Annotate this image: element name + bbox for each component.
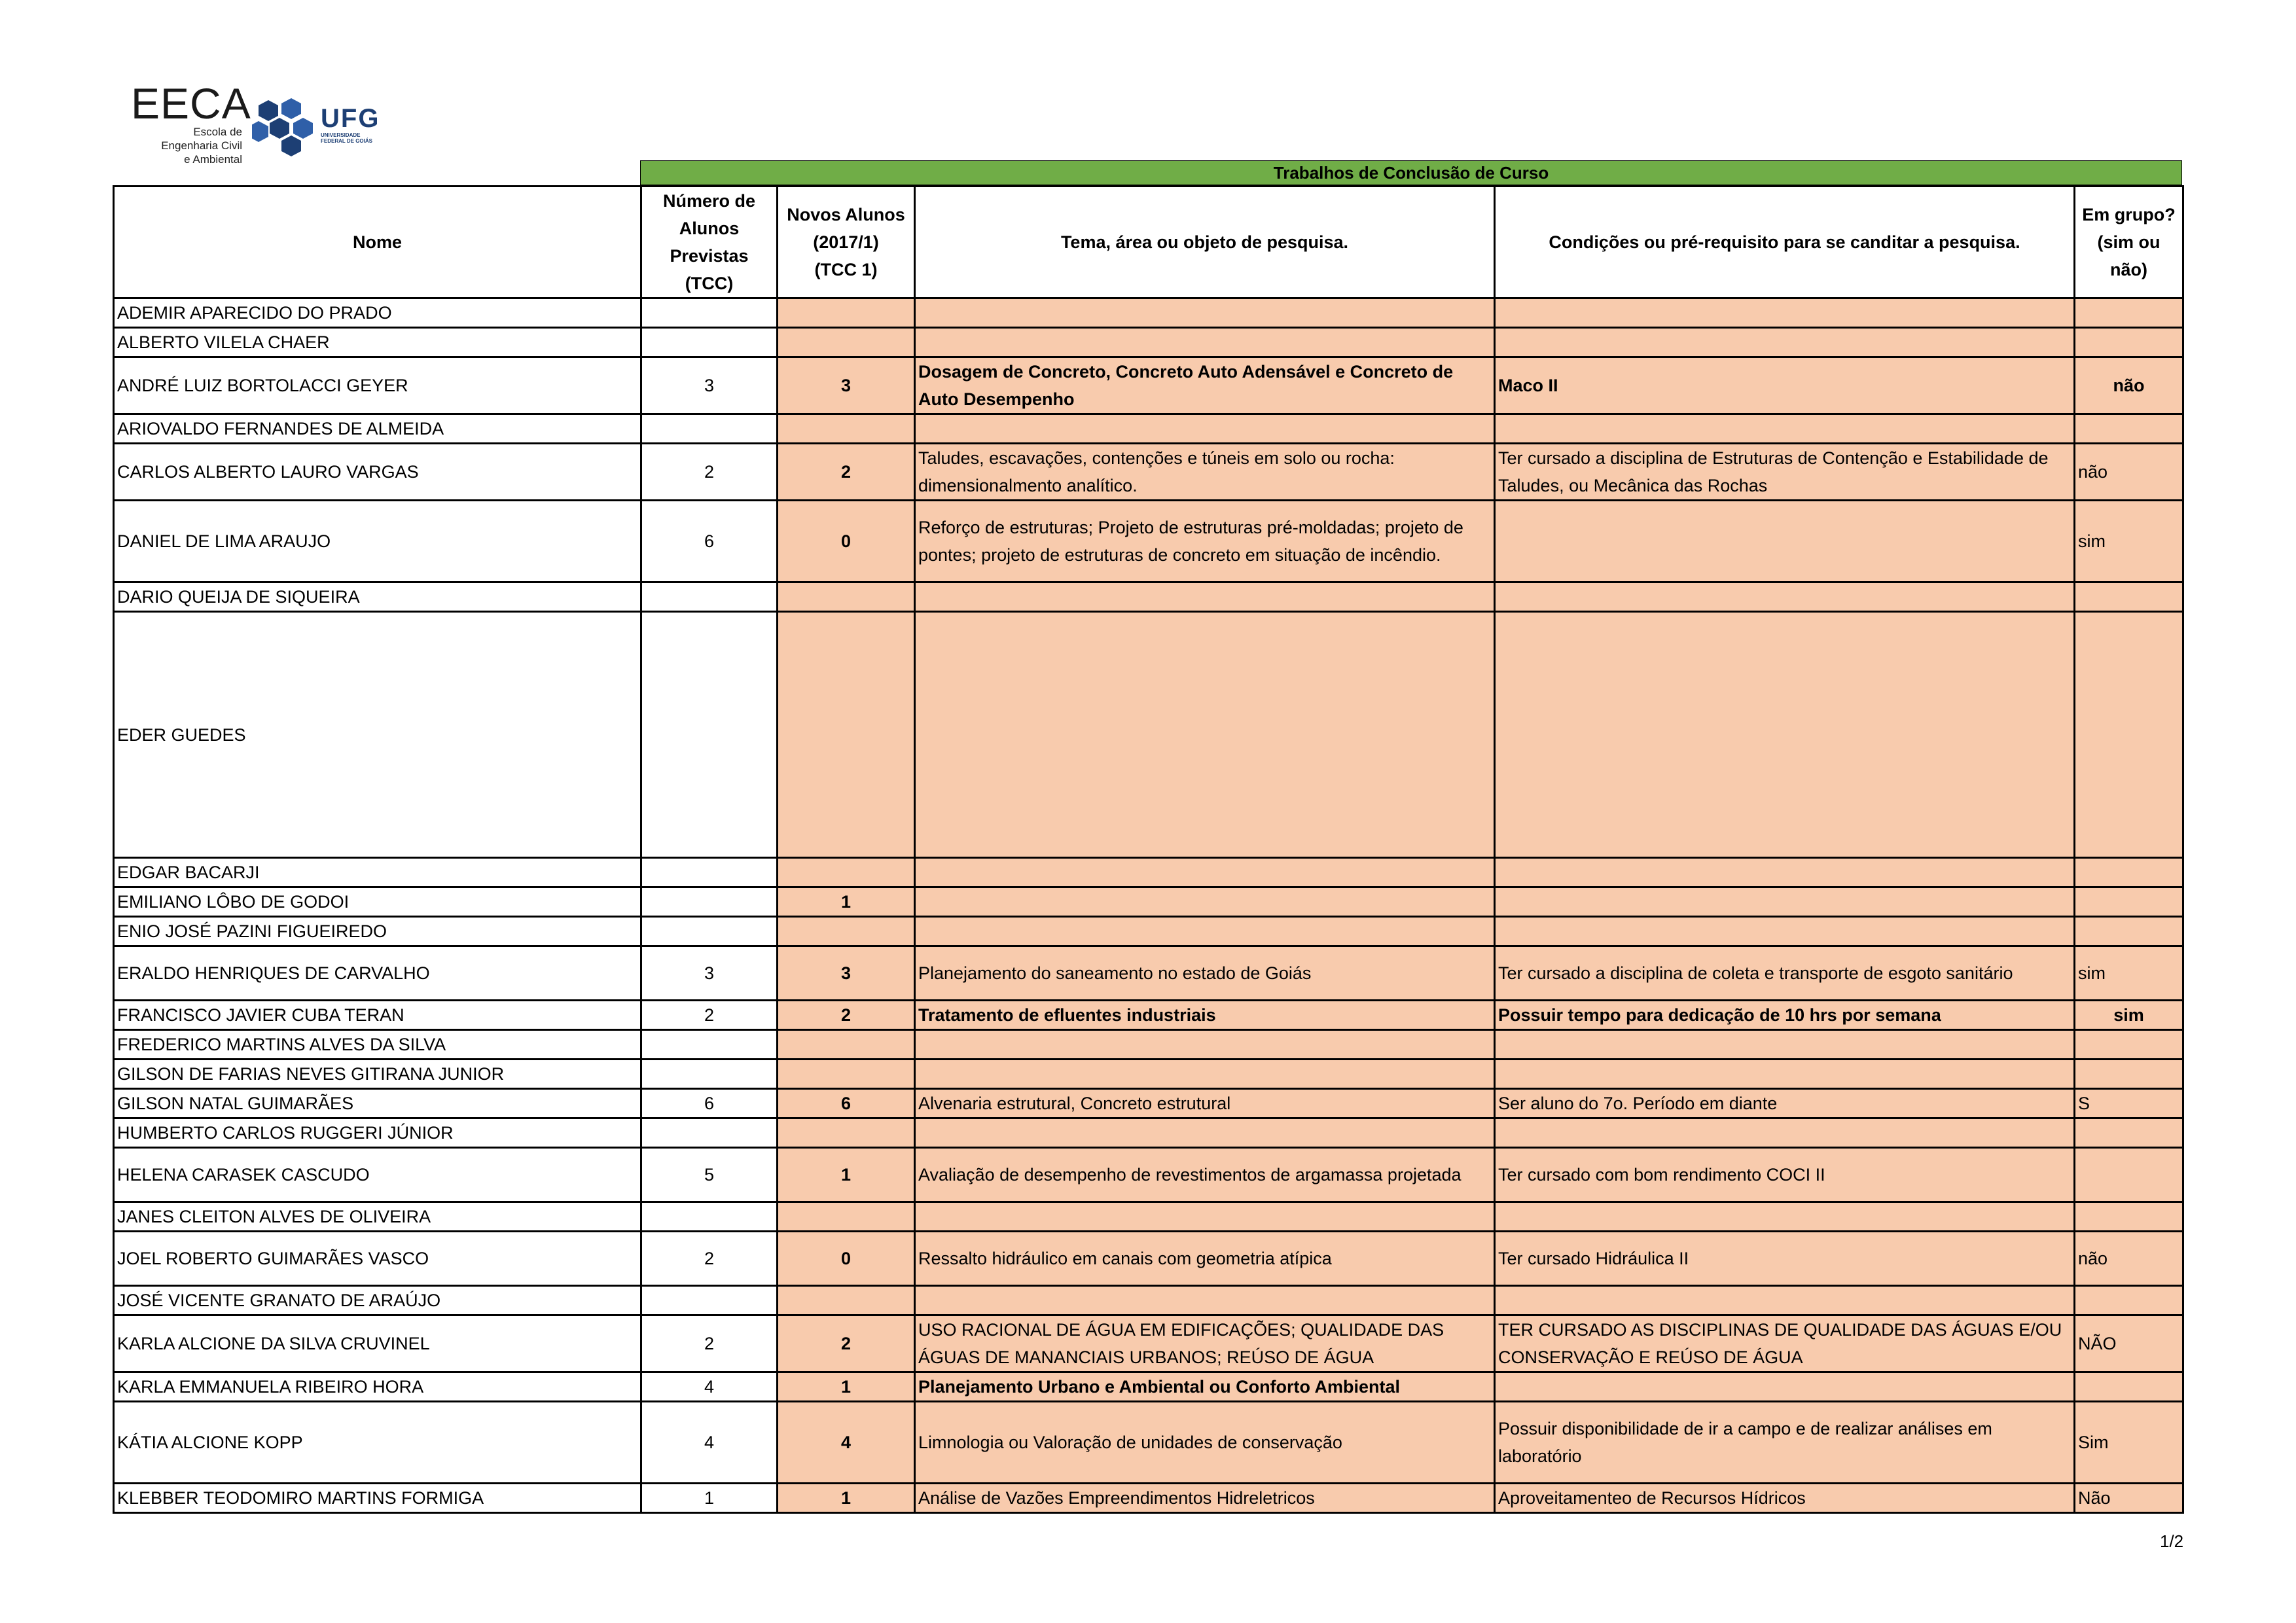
cell-novos [778, 328, 915, 357]
cell-previstas: 2 [641, 1001, 778, 1030]
cell-grupo [2075, 858, 2183, 887]
cell-nome: KÁTIA ALCIONE KOPP [114, 1402, 641, 1484]
header-novos-line-2: (2017/1) [813, 232, 879, 252]
cell-condicoes [1495, 858, 2075, 887]
cell-novos: 3 [778, 357, 915, 414]
cell-novos: 3 [778, 946, 915, 1001]
cell-grupo [2075, 1286, 2183, 1315]
cell-novos: 2 [778, 444, 915, 501]
cell-novos: 1 [778, 1372, 915, 1402]
table-row [114, 887, 2183, 917]
cell-grupo [2075, 1030, 2183, 1060]
header-condicoes: Condições ou pré-requisito para se canditar a pesquisa. [1495, 187, 2075, 298]
cell-condicoes: Ter cursado a disciplina de coleta e transporte de esgoto sanitário [1495, 946, 2075, 1001]
cell-tema [915, 1060, 1495, 1089]
cell-tema: Alvenaria estrutural, Concreto estrutural [915, 1089, 1495, 1118]
cell-previstas [641, 328, 778, 357]
cell-grupo: sim [2075, 946, 2183, 1001]
cell-previstas [641, 1030, 778, 1060]
cell-novos [778, 1202, 915, 1232]
cell-nome: ADEMIR APARECIDO DO PRADO [114, 298, 641, 328]
cell-grupo: não [2075, 444, 2183, 501]
cell-tema [915, 917, 1495, 946]
table-row [114, 1286, 2183, 1315]
ufg-logo-sub-2: FEDERAL DE GOIÁS [321, 138, 372, 144]
cell-nome: ENIO JOSÉ PAZINI FIGUEIREDO [114, 917, 641, 946]
cell-novos: 0 [778, 1232, 915, 1286]
table-row [114, 501, 2183, 582]
cell-grupo [2075, 1202, 2183, 1232]
cell-tema: Limnologia ou Valoração de unidades de conservação [915, 1402, 1495, 1484]
table-row [114, 1372, 2183, 1402]
table-row [114, 1060, 2183, 1089]
cell-nome: CARLOS ALBERTO LAURO VARGAS [114, 444, 641, 501]
table-row [114, 1001, 2183, 1030]
cell-previstas: 6 [641, 1089, 778, 1118]
cell-tema: Ressalto hidráulico em canais com geometria atípica [915, 1232, 1495, 1286]
cell-tema: Reforço de estruturas; Projeto de estruturas pré-moldadas; projeto de pontes; projeto de estruturas de concreto em situação de incêndio. [915, 501, 1495, 582]
cell-novos: 1 [778, 1148, 915, 1202]
cell-tema [915, 298, 1495, 328]
cell-previstas [641, 414, 778, 444]
cell-nome: JOSÉ VICENTE GRANATO DE ARAÚJO [114, 1286, 641, 1315]
cell-tema [915, 414, 1495, 444]
table-row [114, 1202, 2183, 1232]
cell-tema [915, 887, 1495, 917]
cell-novos [778, 582, 915, 612]
cell-previstas [641, 858, 778, 887]
cell-nome: JOEL ROBERTO GUIMARÃES VASCO [114, 1232, 641, 1286]
table-row [114, 1232, 2183, 1286]
table-row [114, 357, 2183, 414]
eeca-logo-sub-1: Escola de [193, 126, 242, 138]
cell-nome: ARIOVALDO FERNANDES DE ALMEIDA [114, 414, 641, 444]
cell-condicoes [1495, 887, 2075, 917]
table-row [114, 1089, 2183, 1118]
cell-condicoes [1495, 1030, 2075, 1060]
cell-previstas [641, 1286, 778, 1315]
cell-tema: Análise de Vazões Empreendimentos Hidreletricos [915, 1484, 1495, 1513]
header-novos-line-3: (TCC 1) [814, 260, 878, 279]
cell-condicoes [1495, 612, 2075, 858]
cell-novos: 6 [778, 1089, 915, 1118]
cell-condicoes [1495, 1118, 2075, 1148]
cell-nome: DANIEL DE LIMA ARAUJO [114, 501, 641, 582]
cell-nome: KARLA EMMANUELA RIBEIRO HORA [114, 1372, 641, 1402]
cell-condicoes [1495, 501, 2075, 582]
cell-condicoes: Ter cursado a disciplina de Estruturas de Contenção e Estabilidade de Taludes, ou Mecânica das Rochas [1495, 444, 2075, 501]
cell-nome: GILSON DE FARIAS NEVES GITIRANA JUNIOR [114, 1060, 641, 1089]
cell-tema: Avaliação de desempenho de revestimentos de argamassa projetada [915, 1148, 1495, 1202]
cell-novos: 1 [778, 887, 915, 917]
cell-nome: KLEBBER TEODOMIRO MARTINS FORMIGA [114, 1484, 641, 1513]
table-row [114, 328, 2183, 357]
header-novos-line-1: Novos Alunos [787, 205, 905, 224]
cell-novos [778, 1286, 915, 1315]
ufg-logo-sub-1: UNIVERSIDADE [321, 132, 361, 138]
header-row [114, 187, 2183, 298]
table-row [114, 1402, 2183, 1484]
cell-tema [915, 582, 1495, 612]
header-nome: Nome [114, 187, 641, 298]
cell-condicoes [1495, 917, 2075, 946]
cell-grupo [2075, 1118, 2183, 1148]
cell-condicoes [1495, 1060, 2075, 1089]
header-numero-line-3: Previstas (TCC) [670, 246, 749, 293]
table-row [114, 917, 2183, 946]
cell-grupo: sim [2075, 1001, 2183, 1030]
cell-grupo [2075, 1060, 2183, 1089]
cell-condicoes [1495, 582, 2075, 612]
page-number: 1/2 [2160, 1531, 2184, 1551]
cell-nome: KARLA ALCIONE DA SILVA CRUVINEL [114, 1315, 641, 1372]
cell-previstas: 3 [641, 357, 778, 414]
cell-previstas: 4 [641, 1402, 778, 1484]
cell-condicoes: Maco II [1495, 357, 2075, 414]
table-row [114, 1484, 2183, 1513]
cell-tema: Tratamento de efluentes industriais [915, 1001, 1495, 1030]
cell-nome: FREDERICO MARTINS ALVES DA SILVA [114, 1030, 641, 1060]
cell-condicoes [1495, 414, 2075, 444]
cell-novos [778, 1030, 915, 1060]
cell-previstas: 3 [641, 946, 778, 1001]
cell-previstas: 2 [641, 1315, 778, 1372]
cell-grupo [2075, 582, 2183, 612]
cell-grupo: S [2075, 1089, 2183, 1118]
cell-condicoes [1495, 298, 2075, 328]
cell-novos [778, 917, 915, 946]
cell-condicoes: Ter cursado com bom rendimento COCI II [1495, 1148, 2075, 1202]
header-tema: Tema, área ou objeto de pesquisa. [915, 187, 1495, 298]
cell-novos [778, 414, 915, 444]
eeca-logo-title: EECA [131, 79, 251, 128]
header-novos-alunos [778, 187, 915, 298]
cell-previstas [641, 917, 778, 946]
cell-previstas: 5 [641, 1148, 778, 1202]
cell-novos [778, 858, 915, 887]
cell-grupo: NÃO [2075, 1315, 2183, 1372]
header-numero-alunos [641, 187, 778, 298]
cell-grupo: não [2075, 357, 2183, 414]
cell-grupo: Sim [2075, 1402, 2183, 1484]
table-row [114, 298, 2183, 328]
cell-novos [778, 298, 915, 328]
cell-nome: DARIO QUEIJA DE SIQUEIRA [114, 582, 641, 612]
cell-grupo [2075, 298, 2183, 328]
cell-condicoes [1495, 1286, 2075, 1315]
ufg-hexagon-icon [252, 95, 317, 157]
table-row [114, 582, 2183, 612]
table-row [114, 1148, 2183, 1202]
cell-tema [915, 1202, 1495, 1232]
cell-tema: Taludes, escavações, contenções e túneis em solo ou rocha: dimensionalmento analítico. [915, 444, 1495, 501]
cell-nome: ANDRÉ LUIZ BORTOLACCI GEYER [114, 357, 641, 414]
table-row [114, 946, 2183, 1001]
cell-grupo: Não [2075, 1484, 2183, 1513]
cell-condicoes [1495, 1372, 2075, 1402]
cell-novos: 1 [778, 1484, 915, 1513]
cell-novos: 4 [778, 1402, 915, 1484]
table-row [114, 1315, 2183, 1372]
cell-novos: 2 [778, 1001, 915, 1030]
cell-previstas: 1 [641, 1484, 778, 1513]
cell-grupo [2075, 887, 2183, 917]
cell-condicoes [1495, 1202, 2075, 1232]
cell-novos [778, 612, 915, 858]
cell-tema [915, 612, 1495, 858]
cell-previstas: 4 [641, 1372, 778, 1402]
header-numero-line-1: Número de [662, 191, 756, 211]
cell-previstas [641, 612, 778, 858]
cell-condicoes: TER CURSADO AS DISCIPLINAS DE QUALIDADE DAS ÁGUAS E/OU CONSERVAÇÃO E REÚSO DE ÁGUA [1495, 1315, 2075, 1372]
cell-tema [915, 858, 1495, 887]
cell-tema: Dosagem de Concreto, Concreto Auto Adensável e Concreto de Auto Desempenho [915, 357, 1495, 414]
eeca-logo-sub-3: e Ambiental [184, 153, 242, 166]
cell-nome: JANES CLEITON ALVES DE OLIVEIRA [114, 1202, 641, 1232]
section-banner: Trabalhos de Conclusão de Curso [640, 160, 2182, 185]
cell-previstas [641, 1118, 778, 1148]
cell-condicoes: Aproveitamenteo de Recursos Hídricos [1495, 1484, 2075, 1513]
cell-grupo [2075, 1148, 2183, 1202]
header-grupo-line-1: Em grupo? [2082, 205, 2176, 224]
cell-grupo [2075, 1372, 2183, 1402]
table-row [114, 858, 2183, 887]
table-row [114, 1118, 2183, 1148]
cell-previstas [641, 298, 778, 328]
cell-tema [915, 1030, 1495, 1060]
cell-condicoes: Ter cursado Hidráulica II [1495, 1232, 2075, 1286]
cell-previstas [641, 1202, 778, 1232]
header-numero-line-2: Alunos [679, 219, 740, 238]
eeca-logo-sub-2: Engenharia Civil [161, 139, 242, 152]
cell-tema [915, 1286, 1495, 1315]
cell-nome: EDER GUEDES [114, 612, 641, 858]
cell-novos [778, 1118, 915, 1148]
ufg-logo [321, 105, 380, 144]
cell-condicoes: Ser aluno do 7o. Período em diante [1495, 1089, 2075, 1118]
cell-tema: Planejamento do saneamento no estado de Goiás [915, 946, 1495, 1001]
cell-grupo [2075, 917, 2183, 946]
header-grupo-line-2: (sim ou não) [2097, 232, 2161, 279]
cell-previstas: 2 [641, 1232, 778, 1286]
eeca-logo [131, 79, 251, 166]
cell-condicoes: Possuir disponibilidade de ir a campo e de realizar análises em laboratório [1495, 1402, 2075, 1484]
cell-grupo [2075, 612, 2183, 858]
cell-previstas [641, 582, 778, 612]
cell-nome: FRANCISCO JAVIER CUBA TERAN [114, 1001, 641, 1030]
table-row [114, 1030, 2183, 1060]
table-row [114, 612, 2183, 858]
cell-nome: ALBERTO VILELA CHAER [114, 328, 641, 357]
cell-previstas: 6 [641, 501, 778, 582]
table-row [114, 444, 2183, 501]
cell-nome: HUMBERTO CARLOS RUGGERI JÚNIOR [114, 1118, 641, 1148]
cell-tema [915, 328, 1495, 357]
cell-novos [778, 1060, 915, 1089]
cell-tema: Planejamento Urbano e Ambiental ou Conforto Ambiental [915, 1372, 1495, 1402]
cell-nome: ERALDO HENRIQUES DE CARVALHO [114, 946, 641, 1001]
cell-grupo: sim [2075, 501, 2183, 582]
table-row [114, 414, 2183, 444]
cell-tema [915, 1118, 1495, 1148]
cell-novos: 2 [778, 1315, 915, 1372]
cell-condicoes [1495, 328, 2075, 357]
cell-grupo: não [2075, 1232, 2183, 1286]
tcc-table [113, 185, 2184, 1514]
cell-nome: HELENA CARASEK CASCUDO [114, 1148, 641, 1202]
cell-previstas: 2 [641, 444, 778, 501]
cell-nome: GILSON NATAL GUIMARÃES [114, 1089, 641, 1118]
ufg-logo-title: UFG [321, 104, 380, 133]
cell-nome: EMILIANO LÔBO DE GODOI [114, 887, 641, 917]
header-em-grupo [2075, 187, 2183, 298]
cell-previstas [641, 1060, 778, 1089]
cell-nome: EDGAR BACARJI [114, 858, 641, 887]
cell-tema: USO RACIONAL DE ÁGUA EM EDIFICAÇÕES; QUALIDADE DAS ÁGUAS DE MANANCIAIS URBANOS; REÚSO DE ÁGUA [915, 1315, 1495, 1372]
cell-grupo [2075, 328, 2183, 357]
cell-novos: 0 [778, 501, 915, 582]
cell-condicoes: Possuir tempo para dedicação de 10 hrs por semana [1495, 1001, 2075, 1030]
cell-grupo [2075, 414, 2183, 444]
cell-previstas [641, 887, 778, 917]
